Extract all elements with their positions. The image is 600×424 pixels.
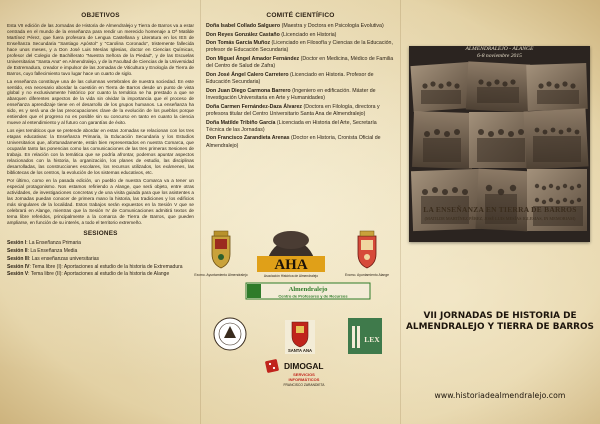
title-line: VII JORNADAS DE HISTORIA DE xyxy=(423,311,577,321)
member-name: Doña Matilde Tribiño García xyxy=(206,119,276,126)
lex-letters: LEX xyxy=(364,335,380,344)
session-label: Sesión V xyxy=(7,271,29,278)
dimogal-name: DIMOGAL xyxy=(284,361,324,371)
committee-list xyxy=(206,23,395,150)
sponsor-logos-row xyxy=(194,226,400,299)
cpr-subtitle: Centro de Profesores y de Recursos xyxy=(278,293,348,299)
almendralejo-coat-of-arms-icon xyxy=(212,231,230,268)
committee-member xyxy=(206,135,395,149)
member-name: Don Tomás García Muñoz xyxy=(206,40,271,47)
left-panel xyxy=(0,0,200,424)
member-role: (Licenciado en Historia. Profesor de Educación Secundaria) xyxy=(206,71,374,86)
sponsor-logos-top xyxy=(194,226,400,300)
session-text: : Tema libre (II): Aportaciones al estudio de la historia de Alange xyxy=(28,271,170,278)
session-item xyxy=(7,256,194,264)
member-name: Doña Carmen Fernández-Daza Álvarez xyxy=(206,103,302,110)
member-role: (Licenciado en Historia) xyxy=(279,31,337,38)
member-role: (Doctora en Filología, directora y profesora titular del Centro Universitario Santa Ana de Almendralejo) xyxy=(206,103,380,117)
session-label: Sesión II xyxy=(7,248,28,255)
member-name: Don Miguel Ángel Amador Fernández xyxy=(206,56,300,63)
committee-member xyxy=(206,56,395,70)
aha-letters: AHA xyxy=(274,257,308,273)
member-role: (Doctor en Historia, Cronista Oficial de Almendralejo) xyxy=(206,135,381,149)
session-text: : Las enseñanzas universitarias xyxy=(28,255,99,262)
photo-collage-title: LA ENSEÑANZA EN TIERRA DE BARROS xyxy=(423,205,577,214)
committee-member xyxy=(206,32,395,39)
middle-panel xyxy=(194,0,400,424)
objectives-paragraph: Esta VII edición de las Jornadas de Historia de Almendralejo y Tierra de Barros va a estar centrada en el mundo de la enseñanza para rendir un merecido homenaje a Dª Matilde Martínez Pérez, que fuera profesora de Lengua Castellana y Literatura en los IES de Enseñanza Secundaria "Santiago Apóstol" y "Carolina Coronado", tristemente fallecida hace unos meses, y a Don José Luis Mesías Iglesias, doctor en Ciencias Químicas, profesor del Colegio de Bachillerato "Nuestra Señora de la Piedad", y de las Escuelas Universitarias "Santa Ana" en Almendralejo, y de la Facultad de Ciencias de la Universidad de Extremadura, creador e impulsor de las Jornadas de Viticultura y Enología de Tierra de Barros, cuyo fallecimiento tuvo lugar hace un cuarto de siglo. xyxy=(7,23,194,76)
objectives-paragraph: Los ejes temáticos que se pretende abordar en estas Jornadas se relacionan con los tres etapas educativas: la Enseñanza Primaria, la Educación Secundaria y los Estudios Universitarios que, afortunadamente, están bien representados en nuestra Comarca, que ocuparán tanto las ponencias como las comunicaciones de las tres primeras Sesiones de trabajo. En relación con la temática que se podría afrontar, podemos apuntar aspectos relacionados con la historia, la organización, los planes de estudio, las disciplinas desarrolladas, las construcciones escolares, los recursos utilizados, los exámenes, las bibliotecas de los centros, la evolución de los sistemas educativos, etc. xyxy=(7,128,194,175)
member-name: Don Francisco Zarandieta Arenas xyxy=(206,135,290,142)
member-role: (Maestra y Doctora en Psicología Evolutiva) xyxy=(280,23,384,29)
member-name: Don Juan Diego Carmona Barrero xyxy=(206,87,291,94)
dimogal-services: SERVICIOS xyxy=(293,372,315,377)
right-panel xyxy=(400,0,600,424)
member-name: Don Reyes González Castaño xyxy=(206,31,280,38)
photo-caption-date: 6-8 noviembre 2015 xyxy=(477,53,522,59)
session-label: Sesión I xyxy=(7,240,27,247)
session-item xyxy=(7,271,194,279)
sponsor-logos-bottom xyxy=(200,314,400,408)
jornadas-title xyxy=(400,311,600,332)
session-text: : Tema libre (I): Aportaciones al estudio de la historia de Extremadura xyxy=(29,263,183,270)
session-label: Sesión III xyxy=(7,255,29,262)
santa-ana-logo-icon xyxy=(285,320,315,354)
title-line: ALMENDRALEJO Y TIERRA DE BARROS xyxy=(406,321,594,332)
committee-member xyxy=(206,72,395,86)
session-item xyxy=(7,248,194,256)
objectives-paragraph: La enseñanza constituye una de las columnas vertebrales de nuestra sociedad. En este sentido, era necesario abordar la cuestión en Tierra de Barros desde un punto de vista global y no exclusivamente histórico por cuanto la temática se ha prestado a que se abarquen diferentes aspectos de la vida sin olvidar la importancia que el proceso de enseñanza aprendizaje tiene en el desarrollo de los grupos humanos. La enseñanza ha sido, es y será una de las preocupaciones clave de la evolución de los pueblos porque entienden que el progreso no es posible sin su concurso en tanto en cuanto la ciencia mueve al entendimiento y al futuro con garantías de éxito. xyxy=(7,78,194,126)
website-link[interactable]: www.historiadealmendralejo.com xyxy=(434,391,566,400)
member-role: (Licenciada en Historia del Arte, Secretaría Técnica de las Jornadas) xyxy=(206,119,377,133)
aha-caption: Asociación Histórica de Almendralejo xyxy=(263,274,319,278)
sessions-list xyxy=(7,240,194,279)
sessions-heading: SESIONES xyxy=(83,230,118,238)
session-label: Sesión IV xyxy=(7,263,30,270)
session-item xyxy=(7,264,194,272)
photo-collage-subtitle: (MATILDE MARTÍNEZ PÉREZ, JOSÉ LUIS MESÍAS IGLESIAS, IN MEMORIAM) xyxy=(424,216,576,221)
sponsor-logos-row xyxy=(200,314,400,387)
objectives-heading: OBJETIVOS xyxy=(81,12,120,19)
session-text: : La Enseñanza Primaria xyxy=(26,240,81,247)
member-name: Doña Isabel Collado Salguero xyxy=(206,23,281,29)
ayto-alange-caption: Excmo. Ayuntamiento Alange xyxy=(344,273,390,277)
lex-logo-icon xyxy=(348,318,382,354)
dimogal-owner: FRANCISCO ZARANDIETA xyxy=(283,383,325,387)
dimogal-it: INFORMÁTICOS xyxy=(288,377,320,382)
committee-member xyxy=(206,104,395,118)
committee-member xyxy=(206,120,395,134)
session-item xyxy=(7,240,194,248)
committee-heading: COMITÉ CIENTÍFICO xyxy=(266,12,335,19)
cpr-name: Almendralejo xyxy=(288,286,328,293)
objectives-paragraph: Por último, como en la pasada edición, un pueblo de nuestra Comarca va a tener un especial protagonismo. Nos estamos refiriendo a Alange, que será objeto, entre otras actividades, de investigaciones concretas y de una visita guiada para que los asistentes a las Jornadas puedan conocer de primera mano la historia, las tradiciones y los edificios más singulares de la localidad. Estos trabajos serán expuestos en la Sesión V que se celebrará en Alange, mientras que la Sesión IV de Comunicaciones admitirá textos de tema libre referidos, principalmente a la comarca de Tierra de Barros, que pueden ampliarse, en función de su interés, a todo el territorio extremeño. xyxy=(7,177,194,225)
session-text: : La Enseñanza Media xyxy=(27,248,78,255)
member-role: (Licenciado en Filosofía y Ciencias de la Educación, profesor de Educación Secundaria) xyxy=(206,40,393,54)
aha-logo-icon xyxy=(257,231,325,273)
committee-member xyxy=(206,88,395,102)
member-name: Don José Ángel Calero Carretero xyxy=(206,71,289,78)
ayto-almendralejo-caption: Excmo. Ayuntamiento Almendralejo xyxy=(194,273,248,277)
member-role: (Ingeniero en edificación. Máster de Investigación Universitaria en Arte y Humanidades) xyxy=(206,87,376,102)
cpr-logo-icon xyxy=(246,283,370,299)
dimogal-logo-icon xyxy=(265,359,325,387)
photo-caption-location: ALMENDRALEJO - ALANGE xyxy=(465,46,534,52)
member-role: (Doctor en Medicina, Médico de Familia del Centro de Salud de Zafra) xyxy=(206,56,394,70)
santa-ana-caption: SANTA ANA xyxy=(287,348,313,353)
alange-coat-of-arms-icon xyxy=(358,231,376,268)
committee-member xyxy=(206,40,395,54)
university-seal-icon xyxy=(214,318,246,350)
committee-member xyxy=(206,23,395,30)
